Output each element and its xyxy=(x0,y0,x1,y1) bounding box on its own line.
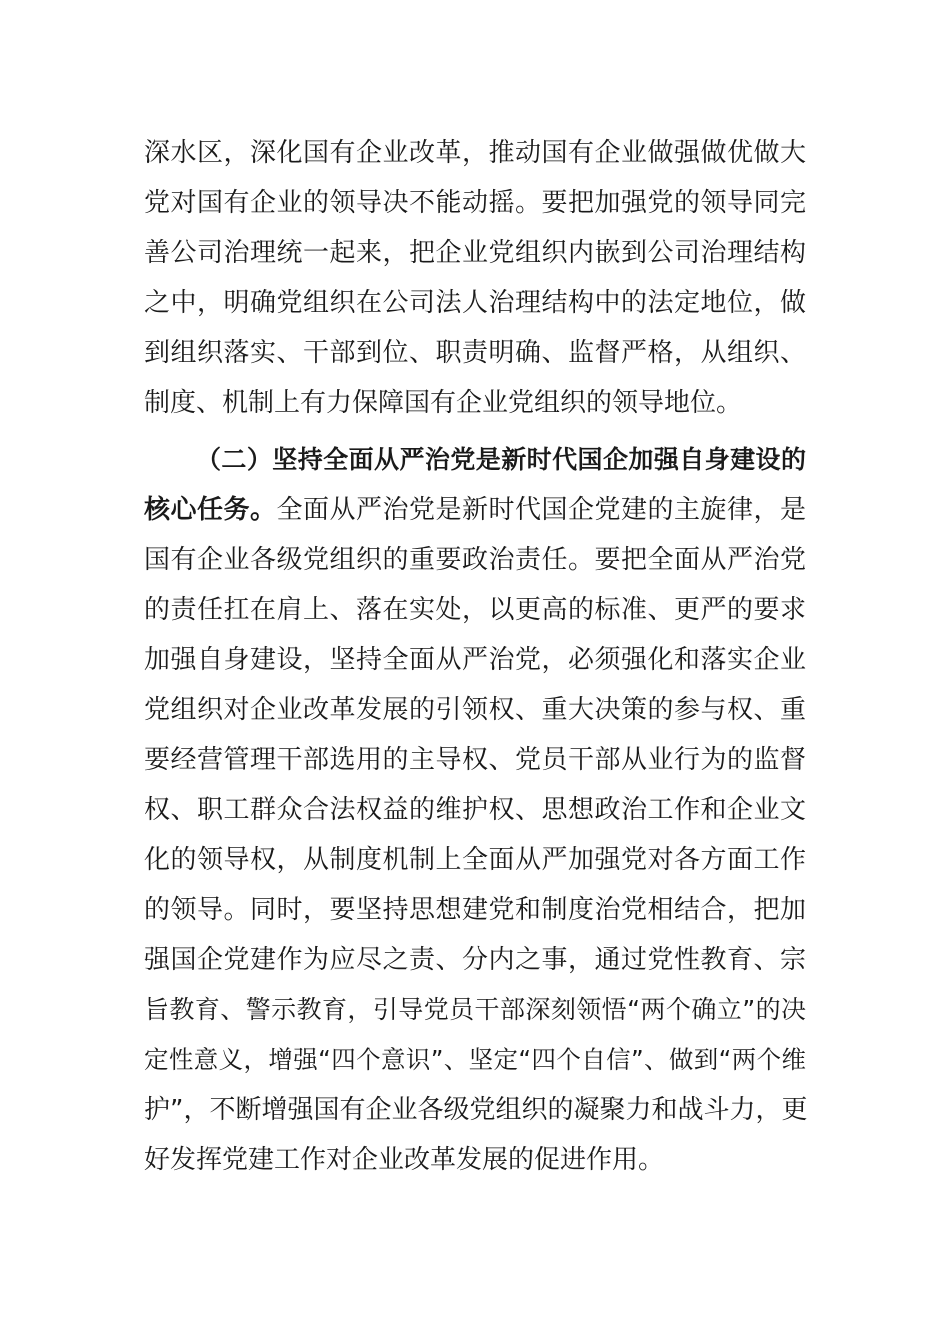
text-line: 化的领导权，从制度机制上全面从严加强党对各方面工作 xyxy=(144,845,806,875)
paragraph-strict-governance xyxy=(144,435,806,1185)
text-line: 善公司治理统一起来，把企业党组织内嵌到公司治理结构 xyxy=(144,238,806,268)
text-line: 加强自身建设，坚持全面从严治党，必须强化和落实企业 xyxy=(144,645,806,675)
text-line: 好发挥党建工作对企业改革发展的促进作用。 xyxy=(144,1145,665,1175)
text-line: 之中，明确党组织在公司法人治理结构中的法定地位，做 xyxy=(144,288,806,318)
text-line: 制度、机制上有力保障国有企业党组织的领导地位。 xyxy=(144,388,743,418)
text-line: 定性意义，增强“四个意识”、坚定“四个自信”、做到“两个维 xyxy=(144,1045,806,1074)
text-line: 深水区，深化国有企业改革，推动国有企业做强做优做大 xyxy=(144,138,806,168)
section-heading-end: 核心任务。 xyxy=(144,495,277,525)
text-line: 强国企党建作为应尽之责、分内之事，通过党性教育、宗 xyxy=(144,945,806,975)
text-line: 党组织对企业改革发展的引领权、重大决策的参与权、重 xyxy=(144,695,806,725)
text-line: 要经营管理干部选用的主导权、党员干部从业行为的监督 xyxy=(144,745,806,775)
text-line: 护”，不断增强国有企业各级党组织的凝聚力和战斗力，更 xyxy=(144,1095,808,1125)
text-line: 党对国有企业的领导决不能动摇。要把加强党的领导同完 xyxy=(144,188,806,218)
text-line: 权、职工群众合法权益的维护权、思想政治工作和企业文 xyxy=(144,795,806,825)
text-line: 的责任扛在肩上、落在实处，以更高的标准、更严的要求 xyxy=(144,595,806,625)
text-line: 到组织落实、干部到位、职责明确、监督严格，从组织、 xyxy=(144,338,806,368)
section-heading: （二）坚持全面从严治党是新时代国企加强自身建设的 xyxy=(196,445,806,474)
text-line: 的领导。同时，要坚持思想建党和制度治党相结合，把加 xyxy=(144,895,806,925)
text-line: 旨教育、警示教育，引导党员干部深刻领悟“两个确立”的决 xyxy=(144,995,806,1024)
text-line-rest: 全面从严治党是新时代国企党建的主旋律，是 xyxy=(276,495,806,525)
paragraph-party-leadership xyxy=(144,128,806,428)
text-line xyxy=(144,485,806,535)
text-line: 国有企业各级党组织的重要政治责任。要把全面从严治党 xyxy=(144,545,806,575)
